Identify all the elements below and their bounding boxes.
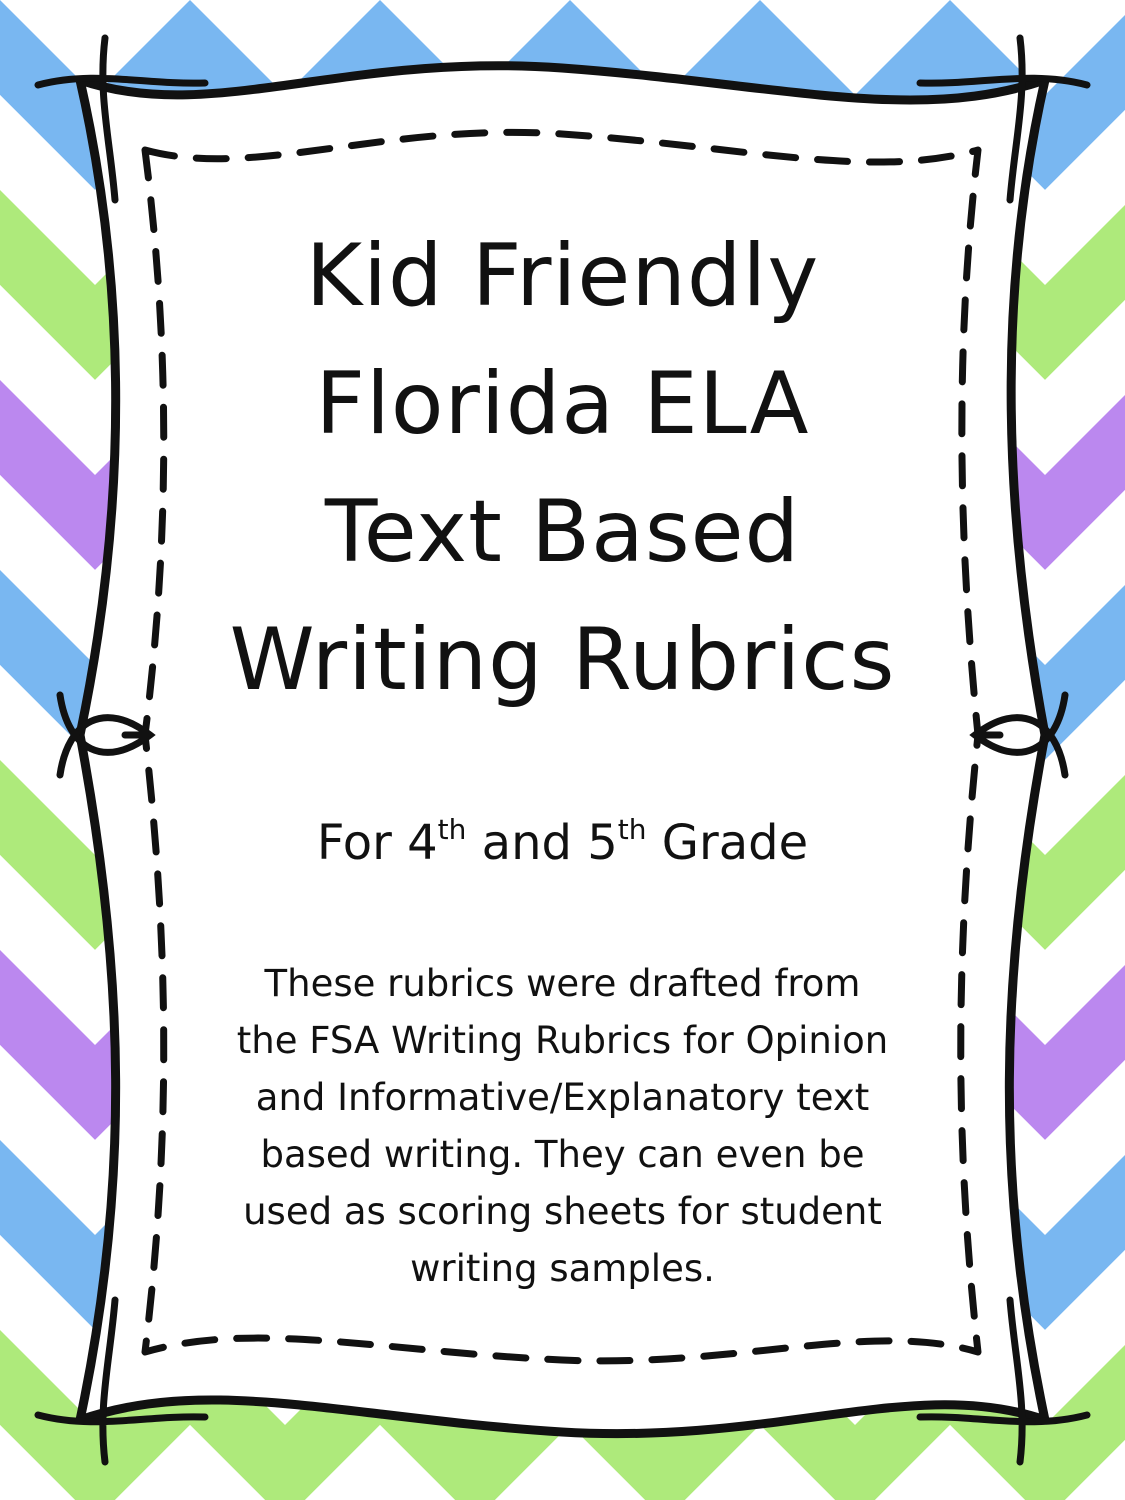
grade-prefix: For 4 xyxy=(316,815,438,871)
grade-subtitle xyxy=(150,808,975,878)
description-line-5: used as scoring sheets for student xyxy=(243,1190,882,1233)
description-line-4: based writing. They can even be xyxy=(260,1133,865,1176)
cover-title xyxy=(150,212,975,724)
title-line-2: Florida ELA xyxy=(315,354,810,454)
grade-ordinal-2: th xyxy=(617,813,647,846)
description-line-1: These rubrics were drafted from xyxy=(264,962,861,1005)
grade-suffix: Grade xyxy=(646,815,809,871)
grade-ordinal-1: th xyxy=(437,813,467,846)
title-line-4: Writing Rubrics xyxy=(229,610,896,710)
grade-middle: and 5 xyxy=(466,815,618,871)
description-paragraph xyxy=(165,955,960,1297)
description-line-3: and Informative/Explanatory text xyxy=(255,1076,870,1119)
title-line-3: Text Based xyxy=(324,482,801,582)
title-line-1: Kid Friendly xyxy=(305,226,820,326)
description-line-6: writing samples. xyxy=(410,1247,715,1290)
description-line-2: the FSA Writing Rubrics for Opinion xyxy=(236,1019,889,1062)
